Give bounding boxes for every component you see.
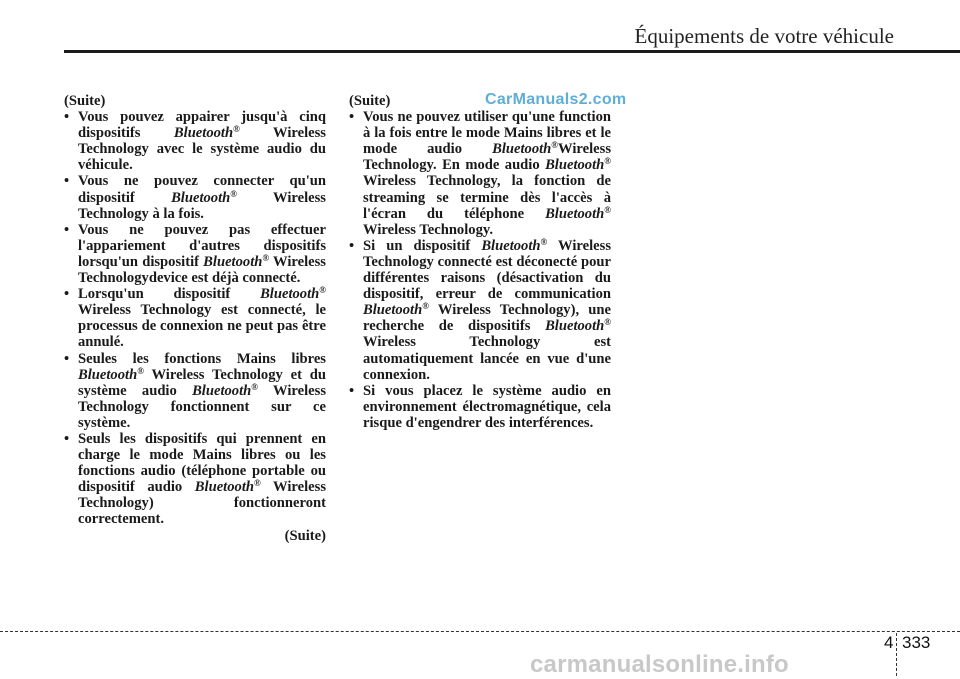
bluetooth-term: Bluetooth® [194, 478, 261, 496]
list-item: • Si vous placez le système audio en environnement électromagnétique, cela risque d'engendrer des interférences. [349, 383, 611, 431]
list-item: • Vous ne pouvez connecter qu'un dispositif Bluetooth® Wireless Technology à la fois. [64, 173, 326, 221]
bluetooth-term: Bluetooth® [203, 252, 270, 270]
suite-label: (Suite) [64, 93, 106, 109]
watermark-carmanuals2: CarManuals2.com [485, 91, 627, 108]
footer-rule [0, 631, 960, 632]
bluetooth-term: Bluetooth® [173, 124, 240, 142]
bluetooth-term: Bluetooth® [78, 365, 144, 383]
list-item: • Seules les fonctions Mains libres Bluetooth® Wireless Technology et du système audio Bluetooth® Wireless Technology fonctionnent sur ce système. [64, 351, 326, 431]
list-item: • Seuls les dispositifs qui prennent en charge le mode Mains libres ou les fonctions audio (téléphone portable ou dispositif audio Bluetooth® Wireless Technology) fonctionneront correctement. [64, 431, 326, 528]
bluetooth-term: Bluetooth® [492, 140, 559, 158]
bluetooth-term: Bluetooth® [192, 381, 259, 399]
list-item: • Si un dispositif Bluetooth® Wireless Technology connecté est déconecté pour différentes raisons (désactivation du dispositif, erreur de communication Bluetooth® Wireless Technology), une recherche de dispositifs Bluetooth® Wireless Technology est automatiquement lancée en vue d'une connexion. [349, 238, 611, 383]
list-item: • Vous ne pouvez utiliser qu'une function à la fois entre le mode Mains libres et le mode audio Bluetooth®Wireless Technology. En mode audio Bluetooth® Wireless Technology, la fonction de streaming se termine dès l'accès à l'écran du téléphone Bluetooth® Wireless Technology. [349, 109, 611, 238]
page-number-divider [896, 633, 897, 676]
bluetooth-term: Bluetooth® [171, 188, 237, 206]
list-item: • Vous pouvez appairer jusqu'à cinq dispositifs Bluetooth® Wireless Technology avec le système audio du véhicule. [64, 109, 326, 173]
watermark-carmanualsonline: carmanualsonline.info [530, 651, 789, 678]
list-item: • Vous ne pouvez pas effectuer l'appariement d'autres dispositifs lorsqu'un dispositif Bluetooth® Wireless Technologydevice est déjà connecté. [64, 222, 326, 286]
bluetooth-term: Bluetooth® [363, 301, 429, 319]
bluetooth-term: Bluetooth® [545, 156, 611, 174]
bluetooth-term: Bluetooth® [545, 204, 611, 222]
bluetooth-term: Bluetooth® [481, 236, 548, 254]
left-column [64, 93, 326, 544]
bluetooth-term: Bluetooth® [545, 317, 611, 335]
page-number: 333 [902, 633, 931, 652]
bluetooth-term: Bluetooth® [260, 285, 326, 303]
header-rule [64, 50, 960, 53]
section-title: Équipements de votre véhicule [634, 24, 894, 48]
suite-label: (Suite) [349, 93, 391, 109]
right-column [349, 93, 611, 431]
chapter-number: 4 [884, 633, 894, 652]
list-item: • Lorsqu'un dispositif Bluetooth® Wireless Technology est connecté, le processus de connexion ne peut pas être annulé. [64, 286, 326, 350]
suite-continued-label: (Suite) [284, 527, 326, 544]
